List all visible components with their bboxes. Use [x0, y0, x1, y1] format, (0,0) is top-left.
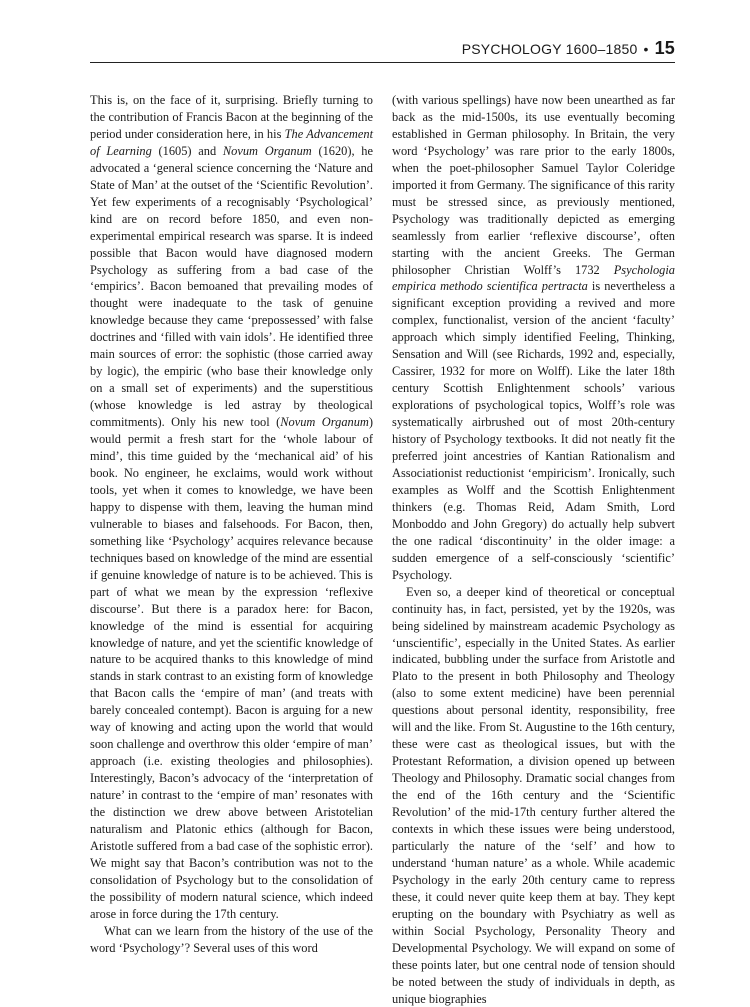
text-run: (with various spellings) have now been unearthed as far back as the mid-1500s, its use eventually becoming established in German philosophy. In Britain, the very word ‘Psychology’ was rare prior to the early 1800s, when the poet-philosopher Samuel Taylor Coleridge imported it from Germany. The significance of this rarity must be stressed since, as previously mentioned, Psychology was traditionally depicted as emerging seamlessly from earlier ‘reflexive discourse’, often starting with the ancient Greeks. The German philosopher Christian Wolff’s 1732 — [392, 93, 675, 277]
paragraph: Even so, a deeper kind of theoretical or conceptual continuity has, in fact, persisted, yet by the 1920s, was being sidelined by mainstream academic Psychology as ‘unscientific’, especially in the United States. As earlier indicated, bubbling under the surface from Aristotle and Plato to the present in both Philosophy and Theology (also to some extent medicine) have been perennial questions about personal identity, responsibility, free will and the like. From St. Augustine to the 16th century, these were cast as theological issues, but with the Protestant Reformation, a division opened up between Theology and Philosophy. Dramatic social changes from the end of the 16th century and the ‘Scientific Revolution’ of the mid-17th century further altered the contexts in which these issues were being understood, particularly the nature of the ‘self’ and how to understand ‘human nature’ as a whole. While academic Psychology in the early 20th century came to repress these, it could never quite keep them at bay. They kept erupting on the boundary with Psychiatry as well as within Social Psychology, Personality Theory and Developmental Psychology. We will expand on some of these points later, but one central node of tension should be noted between the study of individuals in depth, as unique biographies — [392, 584, 675, 1006]
paragraph: What can we learn from the history of the use of the word ‘Psychology’? Several uses of this word — [90, 923, 373, 955]
text-run: ) would permit a fresh start for the ‘whole labour of mind’, this time guided by the ‘mechanical aid’ of his book. No engineer, he exclaims, would work without tools, yet when it comes to knowledge, we have been happy to dispense with them, leaving the human mind vulnerable to biases and falsehoods. For Bacon, then, something like ‘Psychology’ acquires relevance because techniques based on knowledge of the mind are essential if genuine knowledge of nature is to be achieved. This is part of what we mean by the expression ‘reflexive discourse’. But there is a paradox here: for Bacon, knowledge of the mind is essential for acquiring knowledge of nature, and yet the scientific knowledge of nature to be acquired thanks to this knowledge of mind stands in stark contrast to an existing form of knowledge that Bacon calls the ‘empire of man’ (and treats with barely concealed contempt). Bacon is arguing for a new way of knowing and acting upon the world that would soon challenge and overthrow this older ‘empire of man’ approach (i.e. existing theologies and philosophies). Interestingly, Bacon’s advocacy of the ‘interpretation of nature’ in contrast to the ‘empire of man’ resonates with the distinction we drew above between Aristotelian naturalism and Platonic ethics (although for Bacon, Aristotle suffered from a bad case of the sophistic error). We might say that Bacon’s contribution was not to the consolidation of Psychology but to the consolidation of the possibility of modern natural science, which indeed arose in force during the 17th century. — [90, 415, 373, 921]
bullet-separator: • — [643, 41, 649, 57]
book-title: Novum Organum — [222, 143, 312, 158]
header-rule — [90, 62, 675, 63]
right-column — [392, 92, 675, 1007]
text-run: (1605) and — [151, 143, 223, 158]
paragraph — [392, 92, 675, 584]
text-run: is nevertheless a significant exception providing a revived and more complex, functionalist, version of the ancient ‘faculty’ approach which simply identified Feeling, Thinking, Sensation and Will (see Richards, 1992 and, especially, Cassirer, 1932 for more on Wolff). Like the later 18th century Scottish Enlightenment schools’ various explorations of psychological topics, Wolff’s role was systematically airbrushed out of most 20th-century history of Psychology textbooks. It did not neatly fit the preferred joint ancestries of Kantian Rationalism and Associationist reductionist ‘empiricism’. Ironically, such examples as Wolff and the Scottish Enlightenment thinkers (e.g. Thomas Reid, Adam Smith, Lord Monboddo and John Gregory) do actually help subvert the one radical ‘discontinuity’ in the older image: a sudden emergence of a self-consciously ‘scientific’ Psychology. — [392, 279, 675, 582]
running-title: PSYCHOLOGY 1600–1850 — [461, 41, 638, 57]
book-title: The Advancement of Learning — [90, 126, 374, 158]
page-number: 15 — [654, 38, 675, 58]
running-head — [90, 38, 675, 62]
text-run: (1620), he advocated a ‘general science concerning the ‘Nature and State of Man’ at the outset of the ‘Scientific Revolution’. Yet few experiments of a recognisably ‘Psychological’ kind are on record before 1850, and even non-experimental empirical research was sparse. It is indeed possible that Bacon would have diagnosed modern Psychology as suffering from a bad case of the ‘empirics’. Bacon bemoaned that prevailing modes of thought were inadequate to the task of genuine knowledge because they came ‘prepossessed’ with false doctrines and ‘filled with vain idols’. He identified three main sources of error: the sophistic (those carried away by logic), the empiric (who base their knowledge only on a small set of experiments) and the superstitious (whose knowledge is led astray by theological commitments). Only his new tool ( — [90, 143, 373, 430]
left-column — [90, 92, 373, 957]
book-title: Psychologia empirica methodo scientifica pertracta — [392, 262, 675, 294]
book-title: Novum Organum — [280, 415, 369, 430]
paragraph — [90, 92, 373, 923]
text-run: This is, on the face of it, surprising. Briefly turning to the contribution of Francis Bacon at the beginning of the period under consideration here, in his — [90, 93, 373, 141]
